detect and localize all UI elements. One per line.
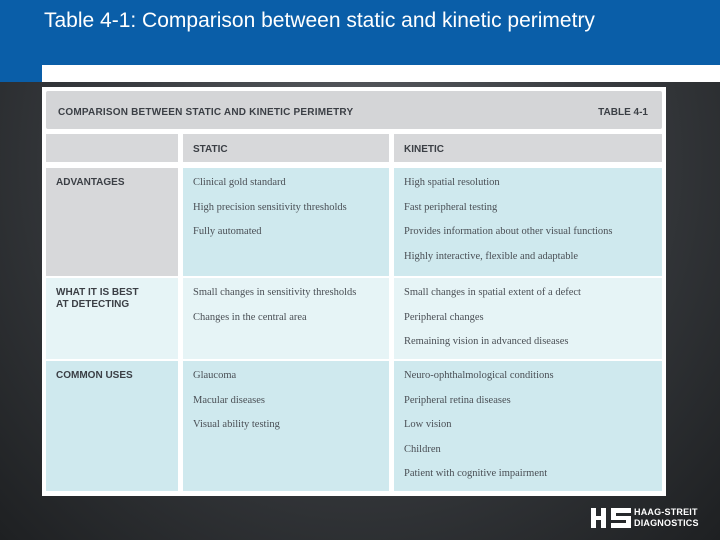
haag-streit-logo (591, 506, 706, 530)
row-label-best-at-detecting: WHAT IT IS BEST AT DETECTING (46, 278, 178, 359)
list-item: High precision sensitivity thresholds (193, 201, 347, 213)
detecting-static-cell (183, 278, 389, 359)
list-item: Highly interactive, flexible and adaptable (404, 250, 579, 262)
advantages-static-cell (183, 168, 389, 276)
corner-cell (46, 134, 178, 162)
logo-line-2: DIAGNOSTICS (634, 518, 699, 528)
list-item: Peripheral retina diseases (404, 394, 511, 406)
list-item: Clinical gold standard (193, 177, 286, 188)
list-item: Small changes in sensitivity thresholds (193, 287, 357, 298)
list-item: Peripheral changes (404, 311, 484, 323)
list-item: Visual ability testing (193, 419, 280, 430)
list-item: Fully automated (193, 226, 262, 237)
comparison-table (42, 87, 666, 496)
row-label-common-uses: COMMON USES (46, 361, 178, 491)
table-number: TABLE 4-1 (598, 107, 648, 118)
advantages-kinetic-cell (394, 168, 662, 276)
logo-text (634, 507, 699, 529)
list-item: High spatial resolution (404, 177, 500, 188)
hs-logo-icon (591, 508, 631, 528)
list-item: Macular diseases (193, 394, 266, 406)
list-item: Glaucoma (193, 370, 237, 381)
uses-static-cell (183, 361, 389, 491)
detecting-kinetic-cell (394, 278, 662, 359)
list-item: Remaining vision in advanced diseases (404, 336, 569, 347)
title-underline (42, 65, 720, 82)
list-item: Changes in the central area (193, 311, 307, 323)
list-item: Provides information about other visual functions (404, 226, 613, 237)
table-header (46, 91, 662, 129)
column-header-kinetic: KINETIC (394, 134, 662, 162)
row-label-advantages: ADVANTAGES (46, 168, 178, 276)
list-item: Small changes in spatial extent of a defect (404, 287, 581, 298)
column-header-static: STATIC (183, 134, 389, 162)
list-item: Neuro-ophthalmological conditions (404, 370, 554, 381)
slide-title: Table 4-1: Comparison between static and kinetic perimetry (44, 9, 595, 32)
list-item: Low vision (404, 419, 452, 430)
uses-kinetic-cell (394, 361, 662, 491)
logo-line-1: HAAG-STREIT (634, 507, 698, 517)
list-item: Fast peripheral testing (404, 201, 498, 213)
table-header-title: COMPARISON BETWEEN STATIC AND KINETIC PERIMETRY (58, 107, 354, 118)
list-item: Children (404, 443, 441, 455)
list-item: Patient with cognitive impairment (404, 468, 548, 479)
